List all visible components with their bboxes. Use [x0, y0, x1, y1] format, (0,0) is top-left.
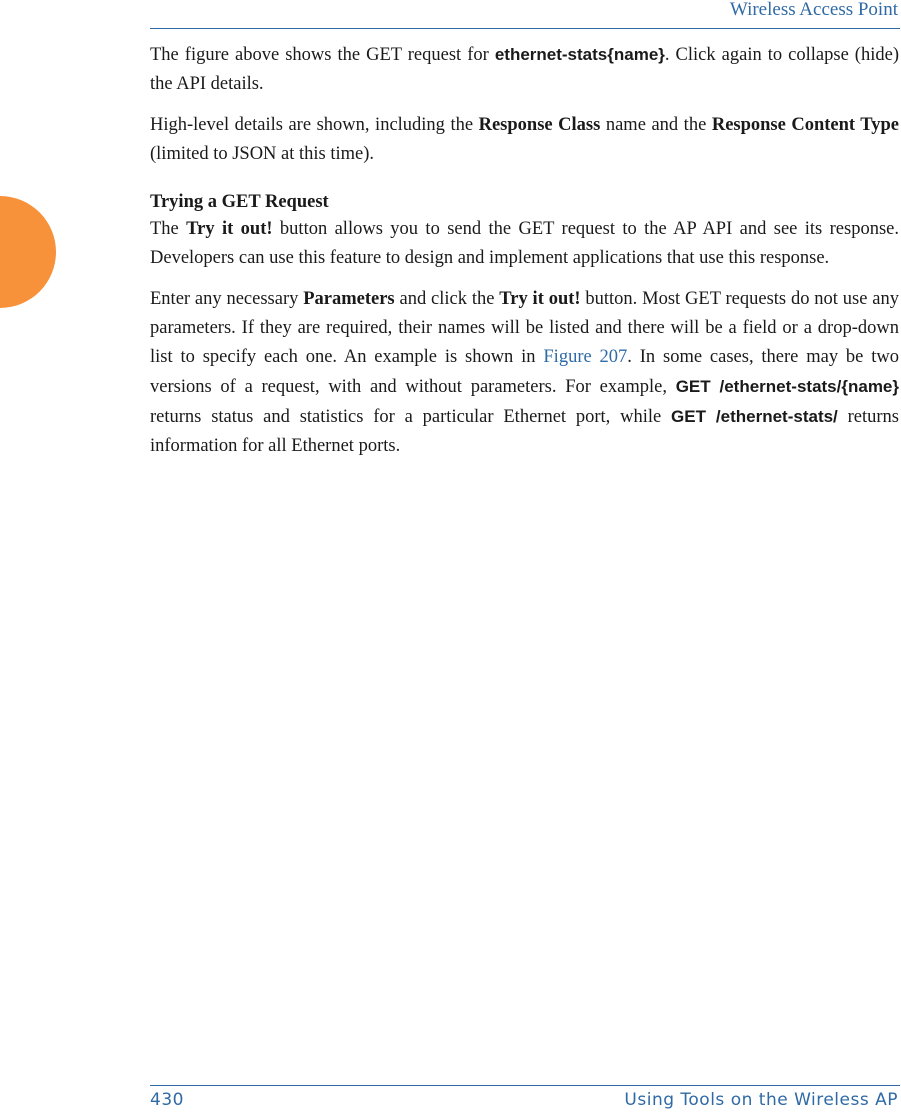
paragraph-try-it-out: The Try it out! button allows you to send the GET request to the AP API and see its response. Developers can use this feature to design and implement applications that use this response. — [150, 219, 899, 268]
response-class-term: Response Class — [478, 115, 601, 135]
page-header — [150, 0, 900, 29]
get-ethernet-stats-term: GET /ethernet-stats/ — [671, 407, 838, 426]
page-content — [150, 40, 899, 473]
paragraph-get-request: The figure above shows the GET request for ethernet-stats{name}. Click again to collapse (hide) the API details. — [150, 45, 899, 94]
response-content-type-term: Response Content Type — [711, 115, 900, 135]
footer-section-title: Using Tools on the Wireless AP — [624, 1090, 898, 1110]
parameters-term: Parameters — [303, 289, 395, 309]
figure-207-link[interactable]: Figure 207 — [543, 347, 628, 367]
paragraph-high-level-details: High-level details are shown, including the Response Class name and the Response Content Type (limited to JSON at this time). — [150, 115, 900, 164]
ethernet-stats-name-term: ethernet-stats{name} — [494, 45, 665, 64]
page-number: 430 — [150, 1090, 184, 1110]
section-heading: Trying a GET Request — [150, 192, 329, 212]
get-ethernet-stats-name-term: GET /ethernet-stats/{name} — [675, 377, 899, 396]
header-title: Wireless Access Point — [729, 0, 898, 20]
chapter-tab-marker — [0, 196, 56, 308]
paragraph-parameters: Enter any necessary Parameters and click the Try it out! button. Most GET requests do not use any parameters. If they are required, their names will be listed and there will be a field or a drop-down list to specify each one. An example is shown in Figure 207. In some cases, there may be two versions of a request, with and without parameters. For example, GET /ethernet-stats/{name} returns status and statistics for a particular Ethernet port, while GET /ethernet-stats/ returns information for all Ethernet ports. — [150, 289, 900, 456]
try-it-out-term: Try it out! — [186, 219, 273, 239]
try-it-out-term-2: Try it out! — [499, 289, 581, 309]
page-footer — [150, 1085, 900, 1115]
